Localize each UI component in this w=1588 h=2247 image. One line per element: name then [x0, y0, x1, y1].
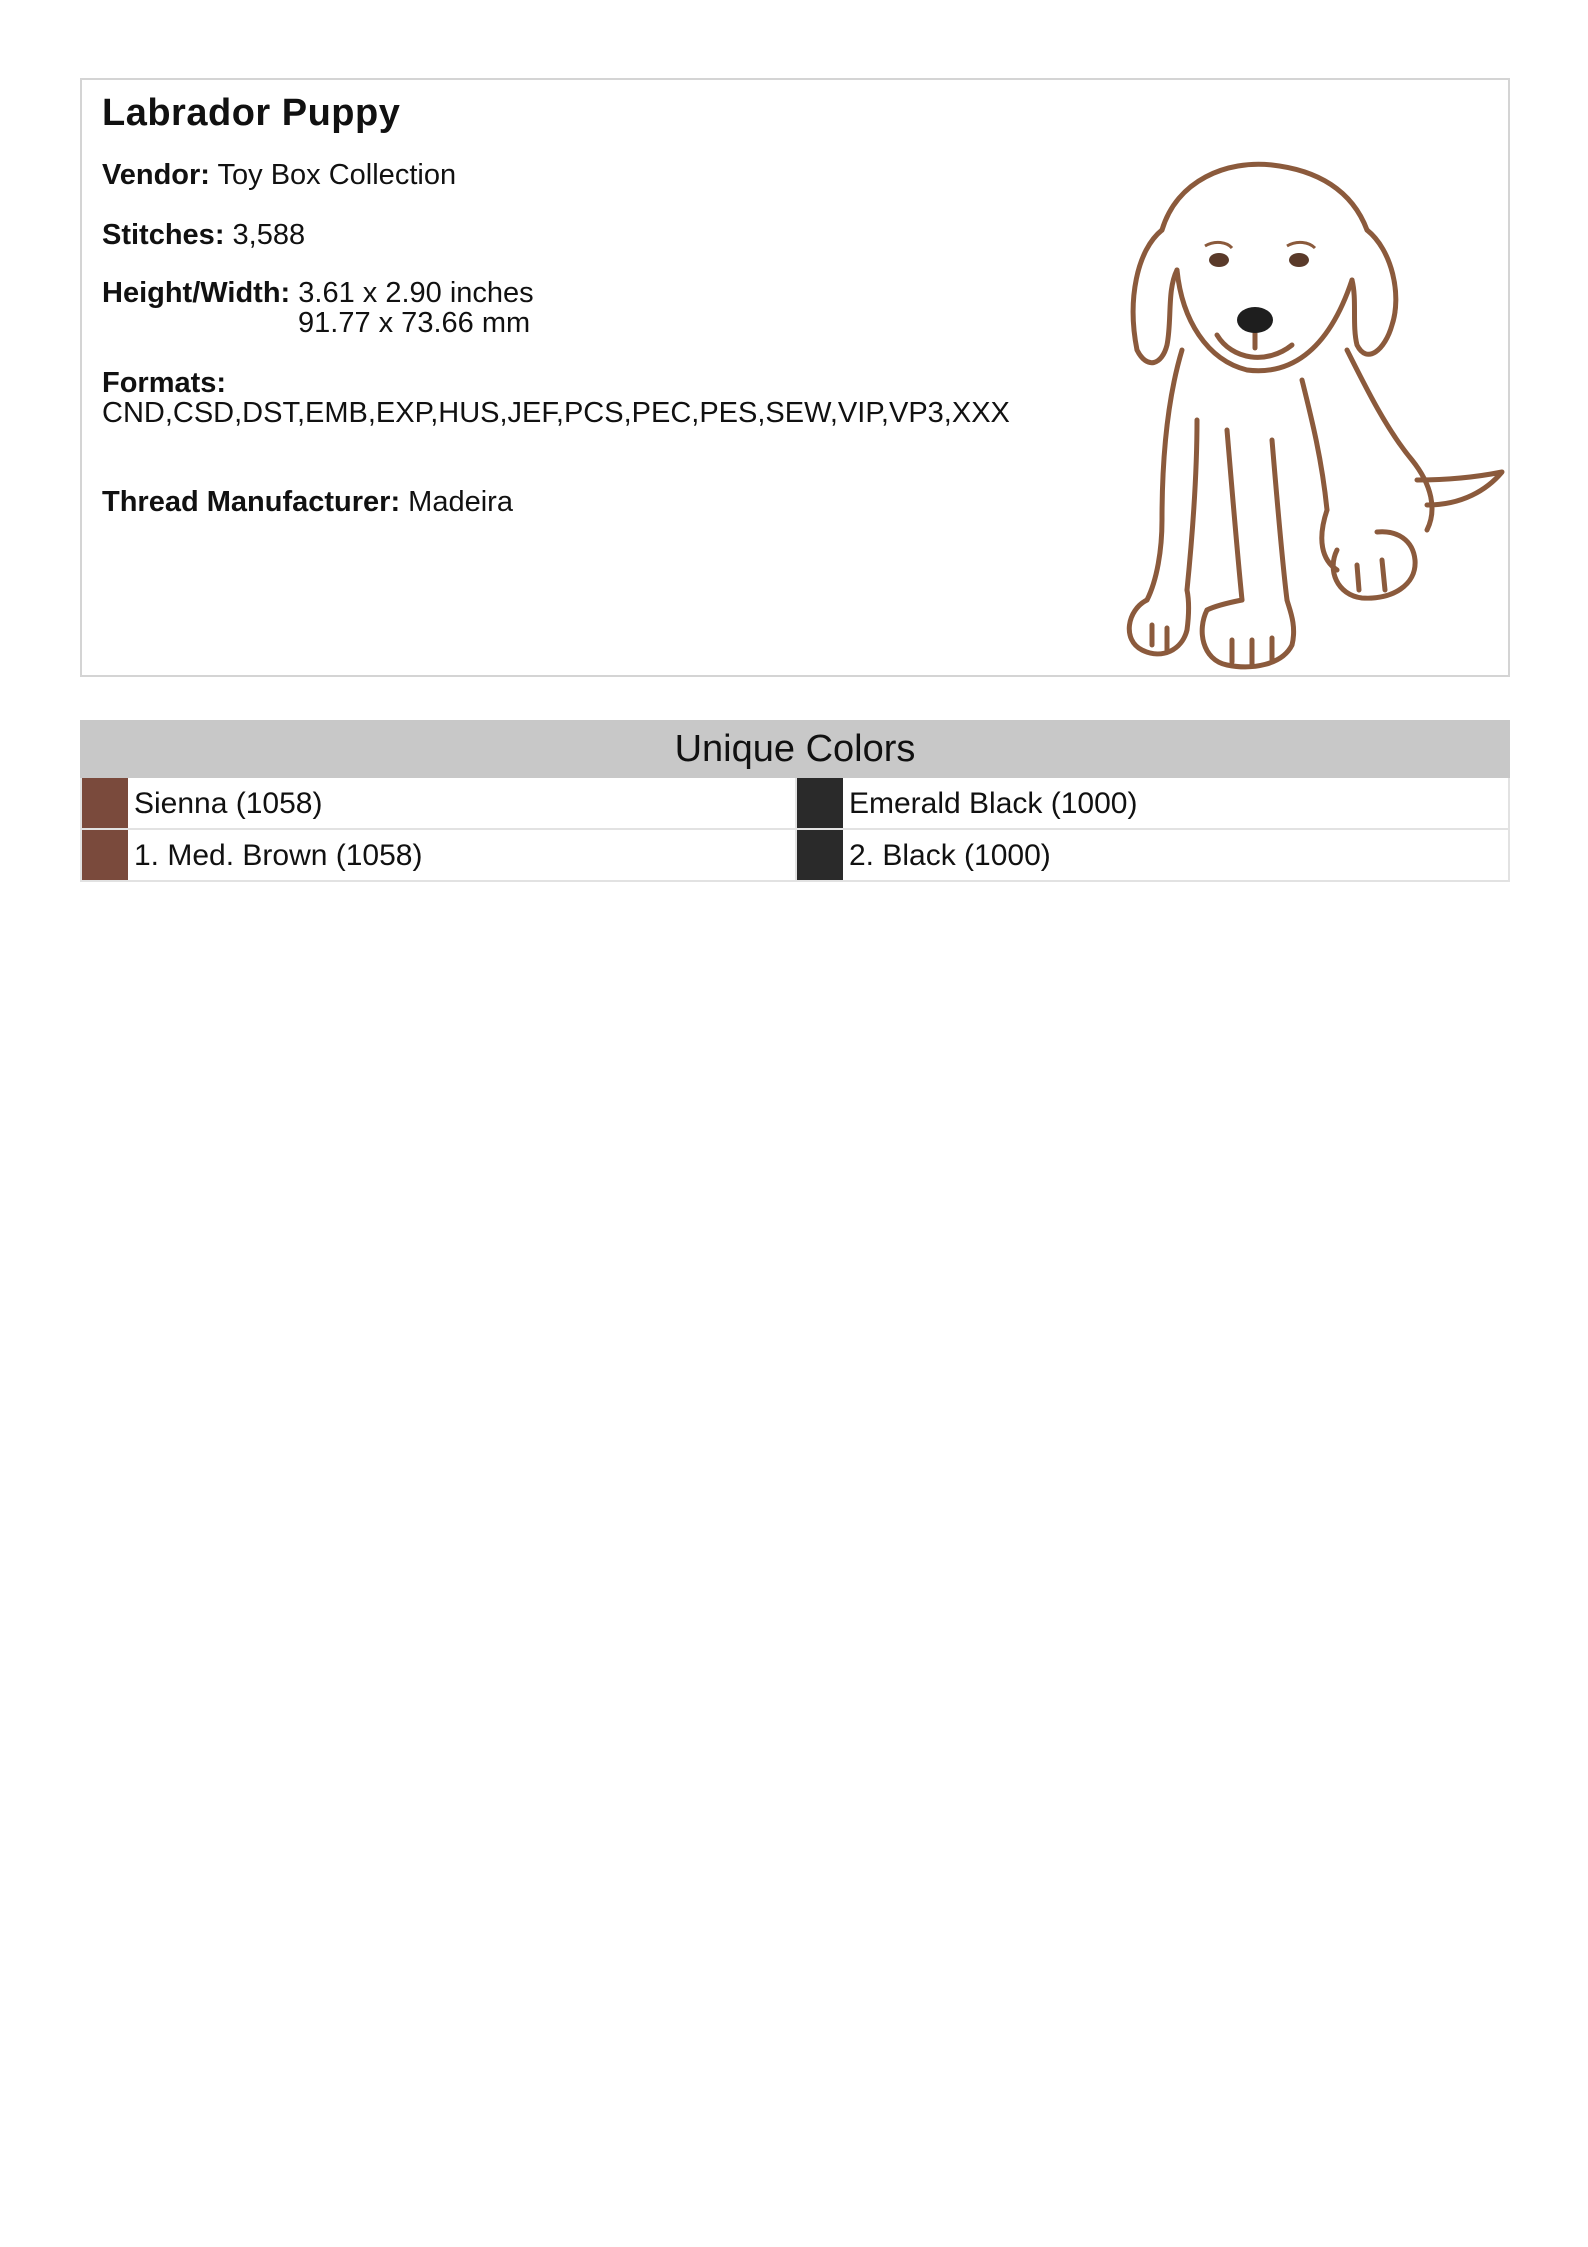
colors-grid [80, 778, 1510, 882]
formats-value: CND,CSD,DST,EMB,EXP,HUS,JEF,PCS,PEC,PES,SEW,VIP,VP3,XXX [102, 397, 1010, 429]
formats-field [102, 368, 1042, 428]
height-width-field [102, 278, 534, 338]
thread-field [102, 487, 513, 517]
height-width-label: Height/Width: [102, 277, 291, 309]
color-name: Sienna (1058) [134, 787, 323, 820]
thread-value: Madeira [408, 486, 513, 518]
stitches-label: Stitches: [102, 219, 225, 251]
size-mm: 91.77 x 73.66 mm [298, 307, 531, 339]
color-swatch [797, 830, 843, 880]
design-title: Labrador Puppy [102, 92, 401, 134]
color-item [80, 778, 795, 830]
color-swatch [797, 778, 843, 828]
color-item [795, 830, 1510, 882]
design-info-card [80, 78, 1510, 677]
vendor-label: Vendor: [102, 159, 210, 191]
vendor-value: Toy Box Collection [217, 159, 457, 191]
vendor-field [102, 160, 456, 190]
color-swatch [82, 778, 128, 828]
size-inches: 3.61 x 2.90 inches [298, 277, 534, 309]
color-swatch [82, 830, 128, 880]
stitches-field [102, 220, 305, 250]
color-name: 2. Black (1000) [849, 839, 1051, 872]
unique-colors-panel [80, 720, 1510, 882]
color-name: 1. Med. Brown (1058) [134, 839, 423, 872]
formats-label: Formats: [102, 367, 227, 399]
color-item [795, 778, 1510, 830]
color-name: Emerald Black (1000) [849, 787, 1138, 820]
color-item [80, 830, 795, 882]
stitches-value: 3,588 [232, 219, 306, 251]
thread-label: Thread Manufacturer: [102, 486, 401, 518]
labrador-puppy-icon [1067, 120, 1507, 670]
unique-colors-header: Unique Colors [80, 720, 1510, 778]
